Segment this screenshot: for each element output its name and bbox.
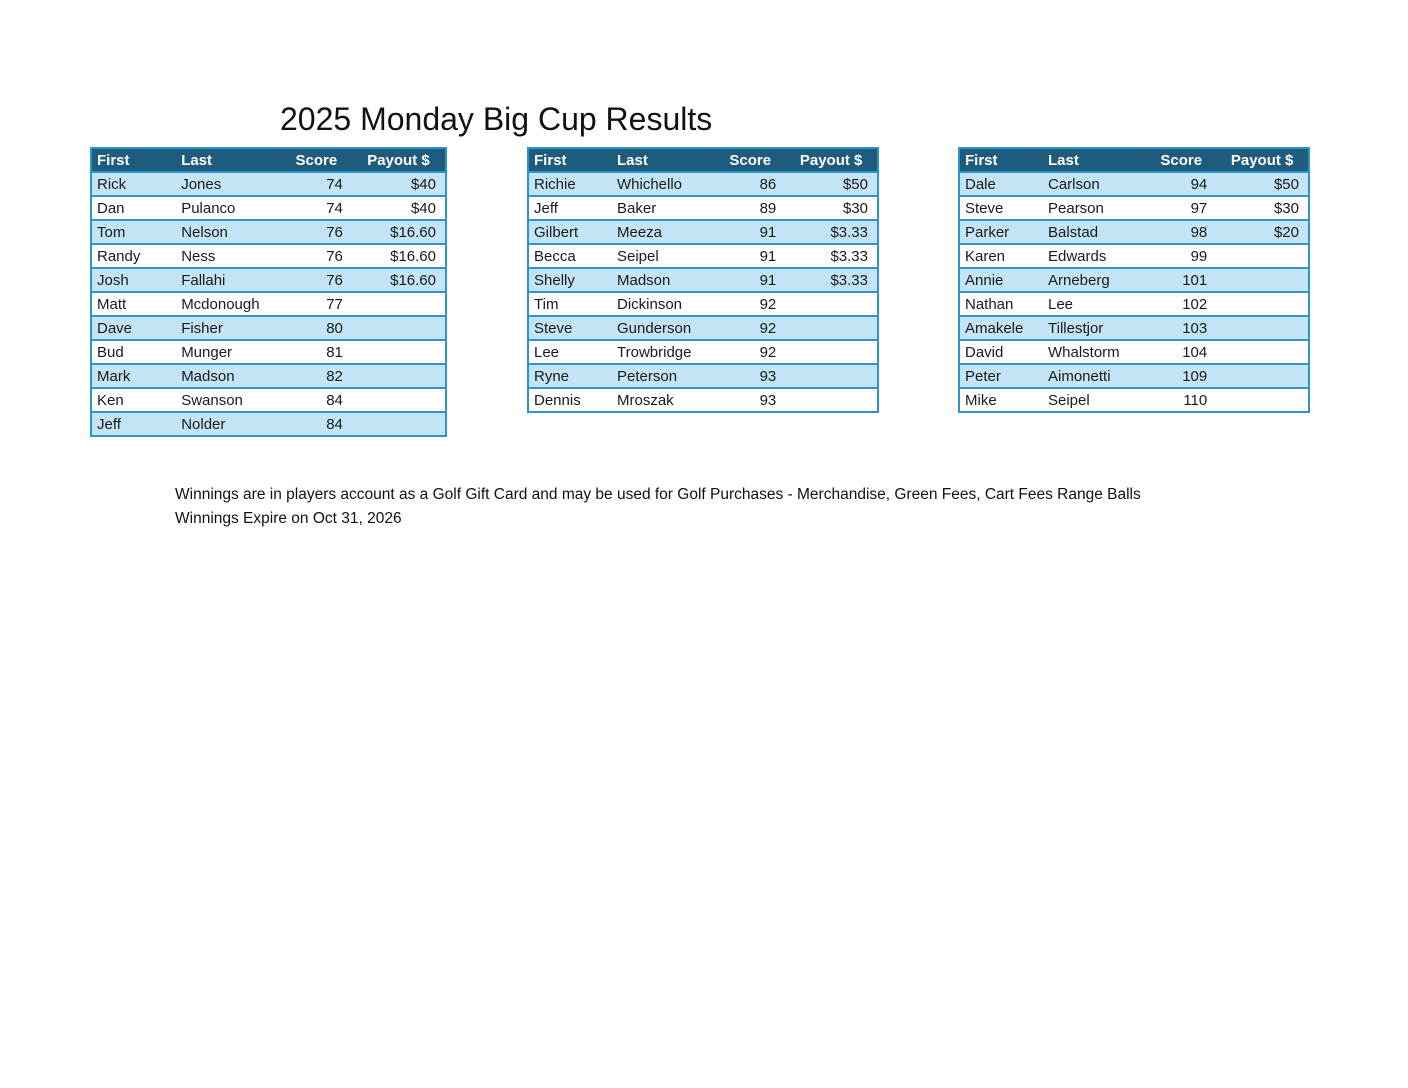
table-row	[528, 244, 878, 268]
cell-last: Nolder	[176, 412, 281, 436]
cell-payout	[785, 316, 878, 340]
cell-payout	[785, 292, 878, 316]
cell-score: 98	[1146, 220, 1216, 244]
cell-payout	[1216, 316, 1309, 340]
header-row	[959, 148, 1309, 172]
table-row	[528, 220, 878, 244]
cell-payout	[352, 412, 446, 436]
cell-last: Mcdonough	[176, 292, 281, 316]
table-row	[91, 364, 446, 388]
cell-score: 80	[281, 316, 352, 340]
cell-last: Fisher	[176, 316, 281, 340]
cell-first: Jeff	[528, 196, 612, 220]
cell-first: Ken	[91, 388, 176, 412]
cell-last: Munger	[176, 340, 281, 364]
cell-score: 84	[281, 388, 352, 412]
cell-first: Annie	[959, 268, 1043, 292]
cell-payout	[352, 364, 446, 388]
table-row	[91, 340, 446, 364]
cell-score: 84	[281, 412, 352, 436]
table-row	[91, 292, 446, 316]
cell-payout: $16.60	[352, 268, 446, 292]
table-row	[528, 388, 878, 412]
cell-first: Tom	[91, 220, 176, 244]
cell-score: 91	[715, 268, 785, 292]
cell-payout: $20	[1216, 220, 1309, 244]
table-row	[959, 268, 1309, 292]
cell-first: Dennis	[528, 388, 612, 412]
table-row	[959, 172, 1309, 196]
cell-last: Gunderson	[612, 316, 715, 340]
cell-payout	[1216, 340, 1309, 364]
cell-score: 89	[715, 196, 785, 220]
cell-last: Dickinson	[612, 292, 715, 316]
cell-last: Edwards	[1043, 244, 1146, 268]
cell-last: Whalstorm	[1043, 340, 1146, 364]
cell-last: Jones	[176, 172, 281, 196]
table-row	[91, 196, 446, 220]
cell-last: Ness	[176, 244, 281, 268]
cell-score: 77	[281, 292, 352, 316]
cell-score: 104	[1146, 340, 1216, 364]
column-header-payout: Payout $	[352, 148, 446, 172]
cell-first: Steve	[959, 196, 1043, 220]
cell-first: David	[959, 340, 1043, 364]
cell-score: 97	[1146, 196, 1216, 220]
cell-payout	[352, 340, 446, 364]
cell-score: 81	[281, 340, 352, 364]
cell-payout: $40	[352, 196, 446, 220]
cell-payout	[1216, 292, 1309, 316]
table-row	[528, 196, 878, 220]
table-row	[528, 316, 878, 340]
cell-last: Seipel	[1043, 388, 1146, 412]
cell-last: Nelson	[176, 220, 281, 244]
column-header-last: Last	[176, 148, 281, 172]
cell-score: 109	[1146, 364, 1216, 388]
cell-last: Fallahi	[176, 268, 281, 292]
table-row	[91, 388, 446, 412]
cell-payout: $30	[785, 196, 878, 220]
table-row	[959, 196, 1309, 220]
table-row	[91, 268, 446, 292]
cell-score: 86	[715, 172, 785, 196]
cell-score: 93	[715, 364, 785, 388]
cell-score: 74	[281, 196, 352, 220]
table-row	[959, 364, 1309, 388]
cell-last: Lee	[1043, 292, 1146, 316]
cell-first: Nathan	[959, 292, 1043, 316]
cell-last: Meeza	[612, 220, 715, 244]
table-row	[959, 316, 1309, 340]
footer-note-line2: Winnings Expire on Oct 31, 2026	[175, 510, 402, 527]
cell-score: 74	[281, 172, 352, 196]
cell-payout: $50	[785, 172, 878, 196]
cell-payout	[785, 340, 878, 364]
cell-first: Lee	[528, 340, 612, 364]
header-row	[528, 148, 878, 172]
cell-score: 99	[1146, 244, 1216, 268]
cell-score: 101	[1146, 268, 1216, 292]
cell-first: Parker	[959, 220, 1043, 244]
cell-last: Madson	[612, 268, 715, 292]
column-header-score: Score	[1146, 148, 1216, 172]
column-header-first: First	[91, 148, 176, 172]
cell-first: Bud	[91, 340, 176, 364]
cell-score: 110	[1146, 388, 1216, 412]
cell-payout: $3.33	[785, 268, 878, 292]
table-row	[528, 292, 878, 316]
cell-first: Tim	[528, 292, 612, 316]
cell-last: Whichello	[612, 172, 715, 196]
column-header-payout: Payout $	[785, 148, 878, 172]
cell-score: 91	[715, 244, 785, 268]
column-header-first: First	[528, 148, 612, 172]
cell-last: Balstad	[1043, 220, 1146, 244]
footer-note	[175, 483, 1141, 531]
cell-payout	[785, 388, 878, 412]
cell-score: 91	[715, 220, 785, 244]
footer-note-line1: Winnings are in players account as a Golf Gift Card and may be used for Golf Purchases - Merchandise, Green Fees, Cart Fees Range Balls	[175, 486, 1141, 503]
column-header-first: First	[959, 148, 1043, 172]
cell-score: 92	[715, 316, 785, 340]
header-row	[91, 148, 446, 172]
cell-first: Peter	[959, 364, 1043, 388]
cell-payout	[1216, 388, 1309, 412]
cell-score: 82	[281, 364, 352, 388]
cell-score: 92	[715, 292, 785, 316]
table-row	[91, 172, 446, 196]
cell-last: Seipel	[612, 244, 715, 268]
cell-payout: $16.60	[352, 244, 446, 268]
cell-first: Karen	[959, 244, 1043, 268]
table-row	[959, 292, 1309, 316]
table-row	[959, 340, 1309, 364]
cell-last: Pulanco	[176, 196, 281, 220]
cell-payout: $50	[1216, 172, 1309, 196]
table-row	[528, 364, 878, 388]
cell-payout: $40	[352, 172, 446, 196]
cell-payout	[1216, 364, 1309, 388]
cell-first: Amakele	[959, 316, 1043, 340]
cell-score: 93	[715, 388, 785, 412]
cell-first: Mike	[959, 388, 1043, 412]
results-table-3	[958, 147, 1310, 413]
cell-first: Rick	[91, 172, 176, 196]
cell-payout	[1216, 268, 1309, 292]
cell-payout	[785, 364, 878, 388]
results-table-1	[90, 147, 447, 437]
table-row	[91, 220, 446, 244]
cell-last: Swanson	[176, 388, 281, 412]
cell-first: Jeff	[91, 412, 176, 436]
column-header-score: Score	[281, 148, 352, 172]
page-title: 2025 Monday Big Cup Results	[280, 101, 713, 137]
cell-last: Arneberg	[1043, 268, 1146, 292]
column-header-payout: Payout $	[1216, 148, 1309, 172]
cell-last: Tillestjor	[1043, 316, 1146, 340]
cell-first: Josh	[91, 268, 176, 292]
cell-score: 76	[281, 244, 352, 268]
cell-first: Richie	[528, 172, 612, 196]
cell-first: Becca	[528, 244, 612, 268]
cell-last: Madson	[176, 364, 281, 388]
cell-payout	[352, 316, 446, 340]
table-row	[959, 388, 1309, 412]
table-row	[91, 316, 446, 340]
cell-score: 102	[1146, 292, 1216, 316]
cell-payout: $16.60	[352, 220, 446, 244]
cell-last: Carlson	[1043, 172, 1146, 196]
table-row	[528, 268, 878, 292]
column-header-score: Score	[715, 148, 785, 172]
cell-score: 76	[281, 220, 352, 244]
cell-payout: $3.33	[785, 244, 878, 268]
cell-last: Aimonetti	[1043, 364, 1146, 388]
table-row	[91, 244, 446, 268]
table-row	[959, 244, 1309, 268]
cell-first: Ryne	[528, 364, 612, 388]
cell-first: Randy	[91, 244, 176, 268]
cell-score: 92	[715, 340, 785, 364]
cell-first: Mark	[91, 364, 176, 388]
cell-payout	[352, 292, 446, 316]
cell-first: Shelly	[528, 268, 612, 292]
cell-first: Dan	[91, 196, 176, 220]
table-row	[91, 412, 446, 436]
results-table-2	[527, 147, 879, 413]
cell-payout	[352, 388, 446, 412]
cell-last: Peterson	[612, 364, 715, 388]
cell-score: 76	[281, 268, 352, 292]
cell-last: Baker	[612, 196, 715, 220]
cell-score: 94	[1146, 172, 1216, 196]
table-row	[528, 340, 878, 364]
column-header-last: Last	[612, 148, 715, 172]
cell-first: Steve	[528, 316, 612, 340]
column-header-last: Last	[1043, 148, 1146, 172]
cell-last: Trowbridge	[612, 340, 715, 364]
cell-payout: $30	[1216, 196, 1309, 220]
cell-score: 103	[1146, 316, 1216, 340]
cell-first: Matt	[91, 292, 176, 316]
cell-last: Mroszak	[612, 388, 715, 412]
cell-last: Pearson	[1043, 196, 1146, 220]
cell-first: Dale	[959, 172, 1043, 196]
cell-payout: $3.33	[785, 220, 878, 244]
cell-first: Gilbert	[528, 220, 612, 244]
cell-first: Dave	[91, 316, 176, 340]
table-row	[528, 172, 878, 196]
cell-payout	[1216, 244, 1309, 268]
table-row	[959, 220, 1309, 244]
